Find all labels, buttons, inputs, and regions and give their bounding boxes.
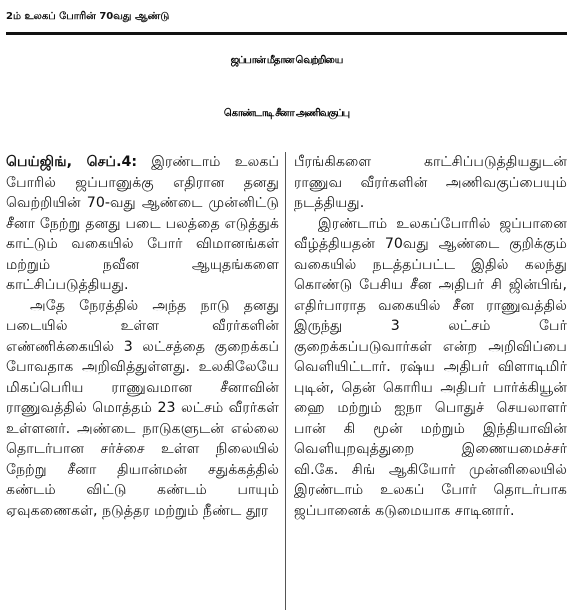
headline-line-2: கொண்டாடி சீனா அணிவகுப்பு — [223, 108, 350, 119]
left-column — [6, 152, 285, 610]
left-paragraph-2: அதே நேரத்தில் அந்த நாடு தனது படையில் உள்ள வீரர்களின் எண்ணிக்கையில் 3 லட்சத்தை குறைக்கப் போவதாக அறிவித்துள்ளது. உலகிலேயே மிகப்பெரிய ராணுவமான சீனாவின் ராணுவத்தில் மொத்தம் 23 லட்சம் வீரர்கள் உள்ளனர். அண்டை நாடுகளுடன் எல்லை தொடர்பான சர்ச்சை உள்ள நிலையில் நேற்று சீனா தியான்மன் சதுக்கத்தில் கண்டம் விட்டு கண்டம் பாயும் ஏவுகணைகள், நடுத்தர மற்றும் நீண்ட தூர — [6, 297, 279, 519]
right-paragraph-1: பீரங்கிகளை காட்சிப்படுத்தியதுடன் ராணுவ வீரர்களின் அணிவகுப்பையும் நடத்தியது. — [294, 154, 567, 211]
left-paragraph-1 — [6, 152, 279, 296]
left-paragraph-1-text: இரண்டாம் உலகப் போரில் ஜப்பானுக்கு எதிரான தனது வெற்றியின் 70-வது ஆண்டை முன்னிட்டு சீனா நேற்று தனது படை பலத்தை எடுத்துக் காட்டும் வகையில் போர் விமானங்கள் மற்றும் நவீன ஆயுதங்களை காட்சிப்படுத்தியது. — [6, 154, 280, 293]
right-paragraph-2: இரண்டாம் உலகப்போரில் ஜப்பானை வீழ்த்தியதன் 70வது ஆண்டை குறிக்கும் வகையில் நடத்தப்பட்ட இதில் கலந்து கொண்டு பேசிய சீன அதிபர் சி ஜின்பிங், எதிர்பாராத வகையில் சீன ராணுவத்தில் இருந்து 3 லட்சம் பேர் குறைக்கப்படுவார்கள் என்ற அறிவிப்பை வெளியிட்டார். ரஷ்ய அதிபர் விளாடிமிர் புடின், தென் கொரிய அதிபர் பார்க்கியூன் ஹை மற்றும் ஐநா பொதுச் செயலாளர் பான் கி மூன் மற்றும் இந்தியாவின் வெளியுறவுத்துறை இணையமைச்சர் வி.கே. சிங் ஆகியோர் முன்னிலையில் இரண்டாம் உலகப் போர் தொடர்பாக ஜப்பானைக் கடுமையாக சாடினார். — [294, 215, 567, 519]
kicker: 2ம் உலகப் போரின் 70வது ஆண்டு — [6, 11, 170, 22]
headline-line-1: ஜப்பான் மீதான வெற்றியை — [230, 55, 343, 66]
article-columns — [6, 152, 567, 610]
right-column — [285, 152, 567, 610]
dateline: பெய்ஜிங், செப்.4: — [6, 154, 138, 170]
